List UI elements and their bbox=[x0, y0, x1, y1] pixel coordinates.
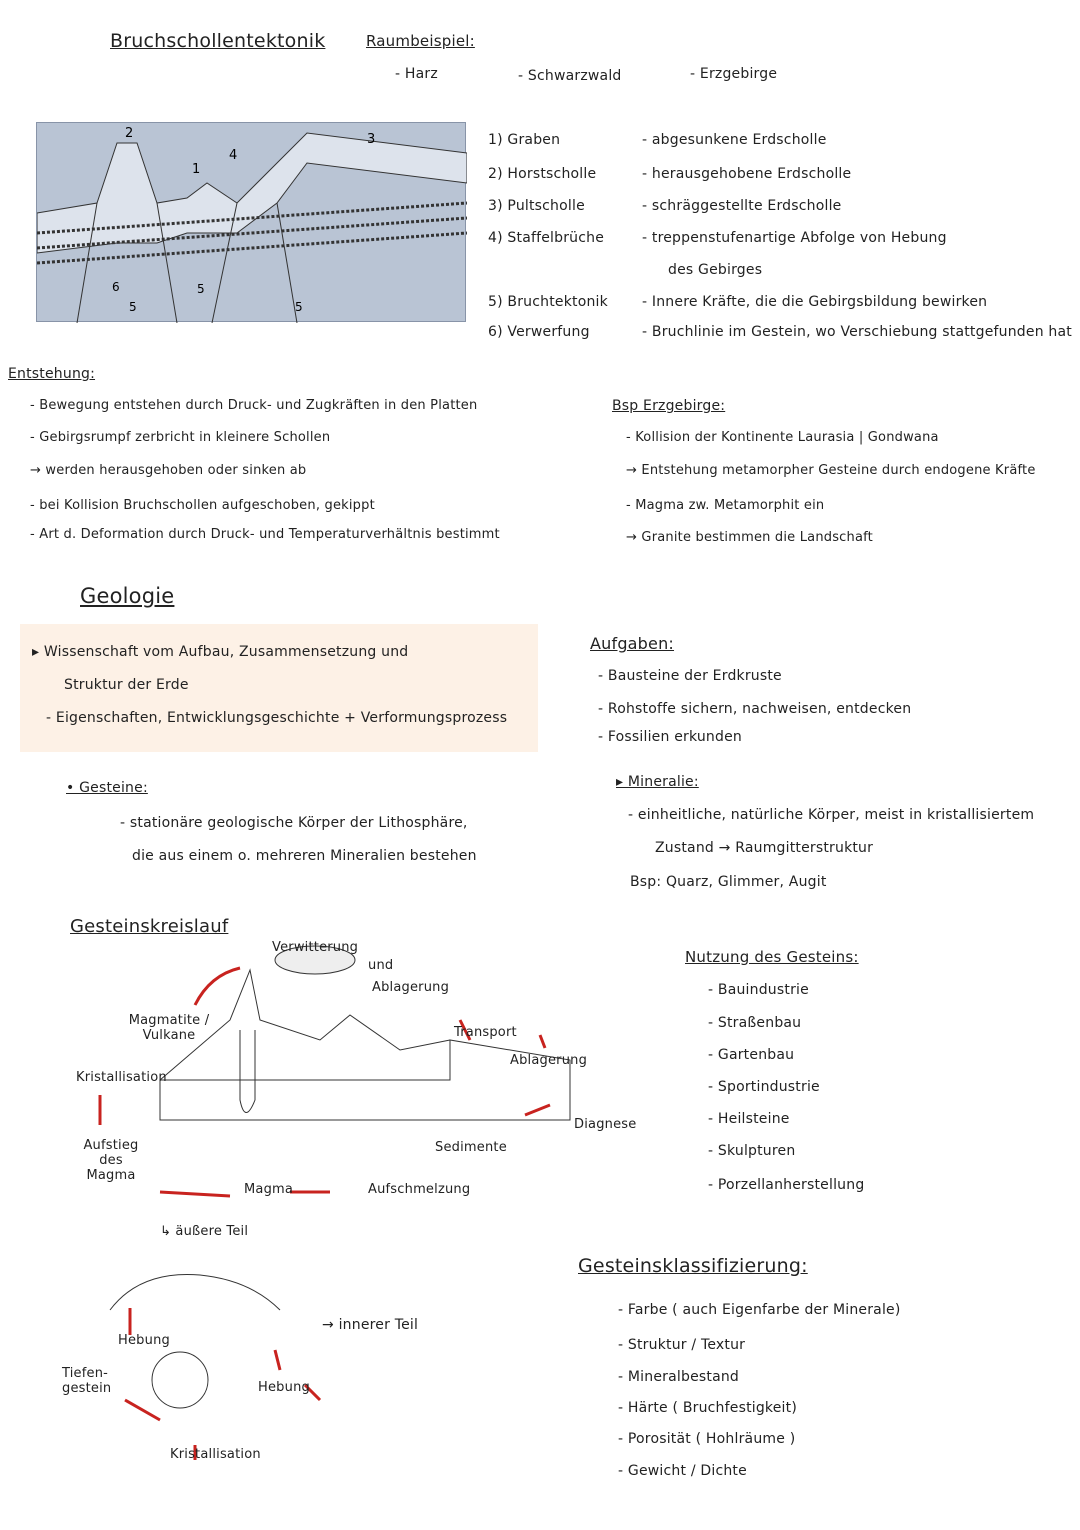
nutzung-item: - Gartenbau bbox=[708, 1047, 795, 1063]
geologie-item: Struktur der Erde bbox=[64, 677, 189, 693]
definition-desc: - abgesunkene Erdscholle bbox=[642, 132, 827, 148]
kreislauf-heading: Gesteinskreislauf bbox=[70, 916, 229, 937]
erzgebirge-heading: Bsp Erzgebirge: bbox=[612, 398, 726, 414]
label-hebung: Hebung bbox=[258, 1380, 310, 1395]
nutzung-heading: Nutzung des Gesteins: bbox=[685, 948, 859, 966]
label-aufstieg: Aufstieg des Magma bbox=[83, 1138, 139, 1183]
rock-cycle-diagram bbox=[0, 930, 600, 1530]
entstehung-item: - Gebirgsrumpf zerbricht in kleinere Schollen bbox=[30, 430, 331, 445]
label-kristallisation: Kristallisation bbox=[76, 1070, 167, 1085]
figure-label: 2 bbox=[125, 126, 134, 141]
nutzung-item: - Bauindustrie bbox=[708, 982, 809, 998]
figure-label: 5 bbox=[129, 300, 137, 314]
entstehung-heading: Entstehung: bbox=[8, 366, 96, 382]
label-aeusserer-teil: ↳ äußere Teil bbox=[160, 1224, 249, 1239]
definition-desc: - Innere Kräfte, die die Gebirgsbildung bewirken bbox=[642, 294, 988, 310]
label-aufschmelzung: Aufschmelzung bbox=[368, 1182, 471, 1197]
label-hebung: Hebung bbox=[118, 1333, 170, 1348]
label-kristallisation: Kristallisation bbox=[170, 1447, 261, 1462]
mineralie-item: - einheitliche, natürliche Körper, meist in kristallisiertem bbox=[628, 807, 1035, 823]
klassifizierung-item: - Härte ( Bruchfestigkeit) bbox=[618, 1400, 797, 1416]
gesteine-item: die aus einem o. mehreren Mineralien bestehen bbox=[132, 848, 477, 864]
raumbeispiel-label: Raumbeispiel: bbox=[366, 32, 475, 50]
definition-term: 6) Verwerfung bbox=[488, 324, 590, 340]
entstehung-item: - Bewegung entstehen durch Druck- und Zugkräften in den Platten bbox=[30, 398, 478, 413]
fault-block-diagram bbox=[36, 122, 466, 322]
nutzung-item: - Straßenbau bbox=[708, 1015, 802, 1031]
erzgebirge-item: - Kollision der Kontinente Laurasia | Gondwana bbox=[626, 430, 939, 445]
label-transport: Transport bbox=[454, 1025, 517, 1040]
figure-label: 5 bbox=[197, 282, 205, 296]
label-und: und bbox=[368, 958, 394, 973]
label-tiefengestein: Tiefen-gestein bbox=[62, 1366, 112, 1396]
definition-desc: - schräggestellte Erdscholle bbox=[642, 198, 842, 214]
figure-label: 5 bbox=[295, 300, 303, 314]
definition-desc: des Gebirges bbox=[668, 262, 763, 278]
mineralie-item: Zustand → Raumgitterstruktur bbox=[655, 840, 874, 856]
figure-label: 6 bbox=[112, 280, 120, 294]
erzgebirge-item: → Granite bestimmen die Landschaft bbox=[626, 530, 873, 545]
definition-term: 4) Staffelbrüche bbox=[488, 230, 605, 246]
geologie-item: ▸ Wissenschaft vom Aufbau, Zusammensetzung und bbox=[32, 644, 409, 660]
definition-desc: - Bruchlinie im Gestein, wo Verschiebung stattgefunden hat bbox=[642, 324, 1072, 340]
label-diagnese: Diagnese bbox=[574, 1117, 637, 1132]
nutzung-item: - Sportindustrie bbox=[708, 1079, 820, 1095]
figure-label: 1 bbox=[192, 162, 201, 177]
label-magmatite: Magmatite / Vulkane bbox=[128, 1013, 210, 1043]
erzgebirge-item: → Entstehung metamorpher Gesteine durch endogene Kräfte bbox=[626, 463, 1036, 478]
label-sedimente: Sedimente bbox=[435, 1140, 507, 1155]
label-magma: Magma bbox=[244, 1182, 294, 1197]
geologie-item: - Eigenschaften, Entwicklungsgeschichte + Verformungsprozess bbox=[46, 710, 508, 726]
label-verwitterung: Verwitterung bbox=[272, 940, 359, 955]
raumbeispiel-item: - Schwarzwald bbox=[518, 68, 622, 84]
definition-term: 5) Bruchtektonik bbox=[488, 294, 608, 310]
klassifizierung-item: - Porosität ( Hohlräume ) bbox=[618, 1431, 796, 1447]
definition-term: 3) Pultscholle bbox=[488, 198, 585, 214]
aufgaben-item: - Rohstoffe sichern, nachweisen, entdecken bbox=[598, 701, 912, 717]
gesteine-heading: • Gesteine: bbox=[66, 780, 148, 796]
nutzung-item: - Skulpturen bbox=[708, 1143, 796, 1159]
gesteine-item: - stationäre geologische Körper der Lithosphäre, bbox=[120, 815, 468, 831]
nutzung-item: - Heilsteine bbox=[708, 1111, 790, 1127]
klassifizierung-item: - Gewicht / Dichte bbox=[618, 1463, 747, 1479]
aufgaben-item: - Bausteine der Erdkruste bbox=[598, 668, 782, 684]
figure-label: 4 bbox=[229, 148, 238, 163]
klassifizierung-item: - Struktur / Textur bbox=[618, 1337, 746, 1353]
erzgebirge-item: - Magma zw. Metamorphit ein bbox=[626, 498, 825, 513]
figure-label: 3 bbox=[367, 132, 376, 147]
entstehung-item: - Art d. Deformation durch Druck- und Temperaturverhältnis bestimmt bbox=[30, 527, 500, 542]
aufgaben-heading: Aufgaben: bbox=[590, 634, 675, 653]
entstehung-item: → werden herausgehoben oder sinken ab bbox=[30, 463, 307, 478]
geologie-heading: Geologie bbox=[80, 584, 175, 608]
mineralie-heading: ▸ Mineralie: bbox=[616, 774, 699, 790]
klassifizierung-item: - Farbe ( auch Eigenfarbe der Minerale) bbox=[618, 1302, 901, 1318]
aufgaben-item: - Fossilien erkunden bbox=[598, 729, 742, 745]
klassifizierung-heading: Gesteinsklassifizierung: bbox=[578, 1255, 808, 1277]
page-title: Bruchschollentektonik bbox=[110, 30, 326, 52]
raumbeispiel-item: - Harz bbox=[395, 66, 438, 82]
nutzung-item: - Porzellanherstellung bbox=[708, 1177, 865, 1193]
klassifizierung-item: - Mineralbestand bbox=[618, 1369, 740, 1385]
definition-desc: - herausgehobene Erdscholle bbox=[642, 166, 852, 182]
label-ablagerung: Ablagerung bbox=[510, 1053, 588, 1068]
label-innerer-teil: → innerer Teil bbox=[322, 1317, 419, 1333]
definition-desc: - treppenstufenartige Abfolge von Hebung bbox=[642, 230, 947, 246]
definition-term: 1) Graben bbox=[488, 132, 561, 148]
label-ablagerung: Ablagerung bbox=[372, 980, 450, 995]
raumbeispiel-item: - Erzgebirge bbox=[690, 66, 778, 82]
entstehung-item: - bei Kollision Bruchschollen aufgeschoben, gekippt bbox=[30, 498, 375, 513]
definition-term: 2) Horstscholle bbox=[488, 166, 597, 182]
mineralie-bsp: Bsp: Quarz, Glimmer, Augit bbox=[630, 874, 827, 890]
